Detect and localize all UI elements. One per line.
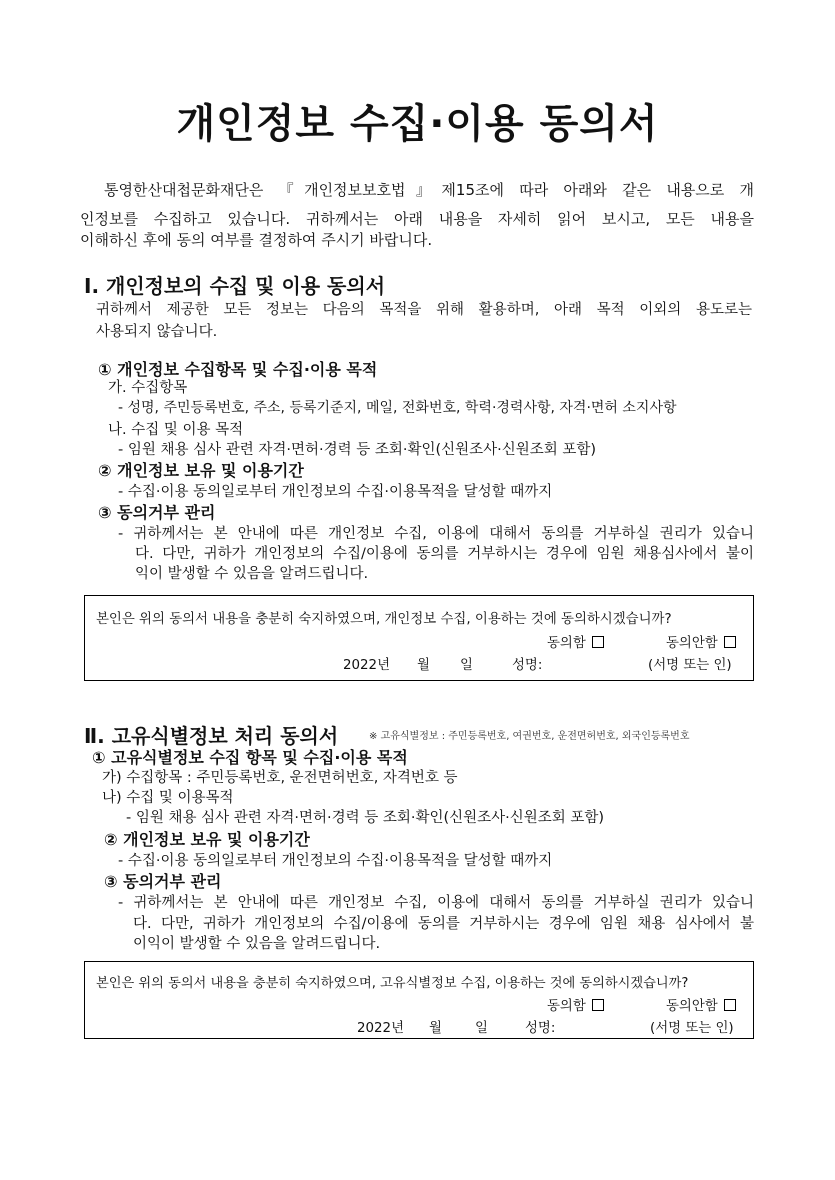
section2-item3-line-2: 다. 다만, 귀하가 개인정보의 수집/이용에 동의를 거부하시는 경우에 임원 채용 심사에서 불 [133,916,754,932]
section2-item3-line-3: 이익이 발생할 수 있음을 알려드립니다. [133,936,381,952]
section1-item1-a: 가. 수집항목 [108,380,188,396]
section1-agree-checkbox[interactable] [592,636,604,648]
section2-month: 월 [429,1021,442,1036]
section2-agree-option[interactable] [547,995,604,1014]
section1-item3-line-2: 다. 다만, 귀하가 개인정보의 수집/이용에 동의를 거부하시는 경우에 임원 채용심사에서 불이 [135,546,754,562]
section1-consent-question: 본인은 위의 동의서 내용을 충분히 숙지하였으며, 개인정보 수집, 이용하는 것에 동의하시겠습니까? [96,612,672,627]
section1-item3-line-1: - 귀하께서는 본 안내에 따른 개인정보 수집, 이용에 대해서 동의를 거부하실 권리가 있습니 [118,526,754,542]
section2-disagree-option[interactable] [666,995,736,1014]
section1-item3-heading: ③ 동의거부 관리 [98,503,216,522]
section2-disagree-label: 동의안함 [666,999,718,1014]
section1-item2-heading: ② 개인정보 보유 및 이용기간 [98,461,304,480]
section2-consent-box [84,961,754,1039]
section1-sign-hint: (서명 또는 인) [648,658,732,673]
section1-disagree-checkbox[interactable] [724,636,736,648]
section2-item3-line-1: - 귀하께서는 본 안내에 따른 개인정보 수집, 이용에 대해서 동의를 거부하실 권리가 있습니 [118,895,754,911]
section2-sign-hint: (서명 또는 인) [650,1021,734,1036]
section2-note: ※ 고유식별정보 : 주민등록번호, 여권번호, 운전면허번호, 외국인등록번호 [369,731,690,742]
section1-disagree-option[interactable] [666,632,736,651]
section1-item1-b-detail: - 임원 채용 심사 관련 자격·면허·경력 등 조회·확인(신원조사·신원조회 포함) [118,442,597,458]
section2-year: 2022년 [357,1021,405,1036]
section2-item2-heading: ② 개인정보 보유 및 이용기간 [104,830,310,849]
section2-consent-question: 본인은 위의 동의서 내용을 충분히 숙지하였으며, 고유식별정보 수집, 이용하는 것에 동의하시겠습니까? [96,976,689,991]
document-title: 개인정보 수집·이용 동의서 [176,101,659,147]
section1-item1-b: 나. 수집 및 이용 목적 [108,422,244,438]
section1-month: 월 [417,658,430,673]
section1-desc-line-2: 사용되지 않습니다. [96,324,218,340]
section1-heading: Ⅰ. 개인정보의 수집 및 이용 동의서 [84,274,386,298]
section1-item2-detail: - 수집·이용 동의일로부터 개인정보의 수집·이용목적을 달성할 때까지 [118,484,553,500]
section1-consent-box [84,595,754,681]
section2-item1-b-detail: - 임원 채용 심사 관련 자격·면허·경력 등 조회·확인(신원조사·신원조회 포함) [126,810,605,826]
section1-year: 2022년 [343,658,391,673]
intro-line-2: 인정보를 수집하고 있습니다. 귀하께서는 아래 내용을 자세히 읽어 보시고, 모든 내용을 [80,210,754,228]
section2-item3-heading: ③ 동의거부 관리 [104,872,222,891]
section1-day: 일 [460,658,473,673]
section2-heading: Ⅱ. 고유식별정보 처리 동의서 [84,724,339,748]
section2-item1-a: 가) 수집항목 : 주민등록번호, 운전면허번호, 자격번호 등 [102,770,458,786]
intro-line-3: 이해하신 후에 동의 여부를 결정하여 주시기 바랍니다. [80,231,433,249]
section1-item1-heading: ① 개인정보 수집항목 및 수집·이용 목적 [98,360,378,379]
section2-item2-detail: - 수집·이용 동의일로부터 개인정보의 수집·이용목적을 달성할 때까지 [118,853,553,869]
section2-disagree-checkbox[interactable] [724,999,736,1011]
section2-day: 일 [475,1021,488,1036]
section1-agree-option[interactable] [547,632,604,651]
section1-desc-line-1: 귀하께서 제공한 모든 정보는 다음의 목적을 위해 활용하며, 아래 목적 이외의 용도로는 [96,302,752,318]
section2-agree-label: 동의함 [547,999,586,1014]
section2-item1-b: 나) 수집 및 이용목적 [102,790,234,806]
section1-item1-a-detail: - 성명, 주민등록번호, 주소, 등록기준지, 메일, 전화번호, 학력·경력사항, 자격·면허 소지사항 [118,400,677,416]
section2-item1-heading: ① 고유식별정보 수집 항목 및 수집·이용 목적 [92,748,408,767]
section1-item3-line-3: 익이 발생할 수 있음을 알려드립니다. [135,566,369,582]
section2-agree-checkbox[interactable] [592,999,604,1011]
section1-agree-label: 동의함 [547,636,586,651]
section1-sign-label: 성명: [512,658,543,673]
intro-line-1: 통영한산대첩문화재단은 『개인정보보호법』제15조에 따라 아래와 같은 내용으로 개 [104,181,754,199]
section2-sign-label: 성명: [525,1021,556,1036]
section1-disagree-label: 동의안함 [666,636,718,651]
